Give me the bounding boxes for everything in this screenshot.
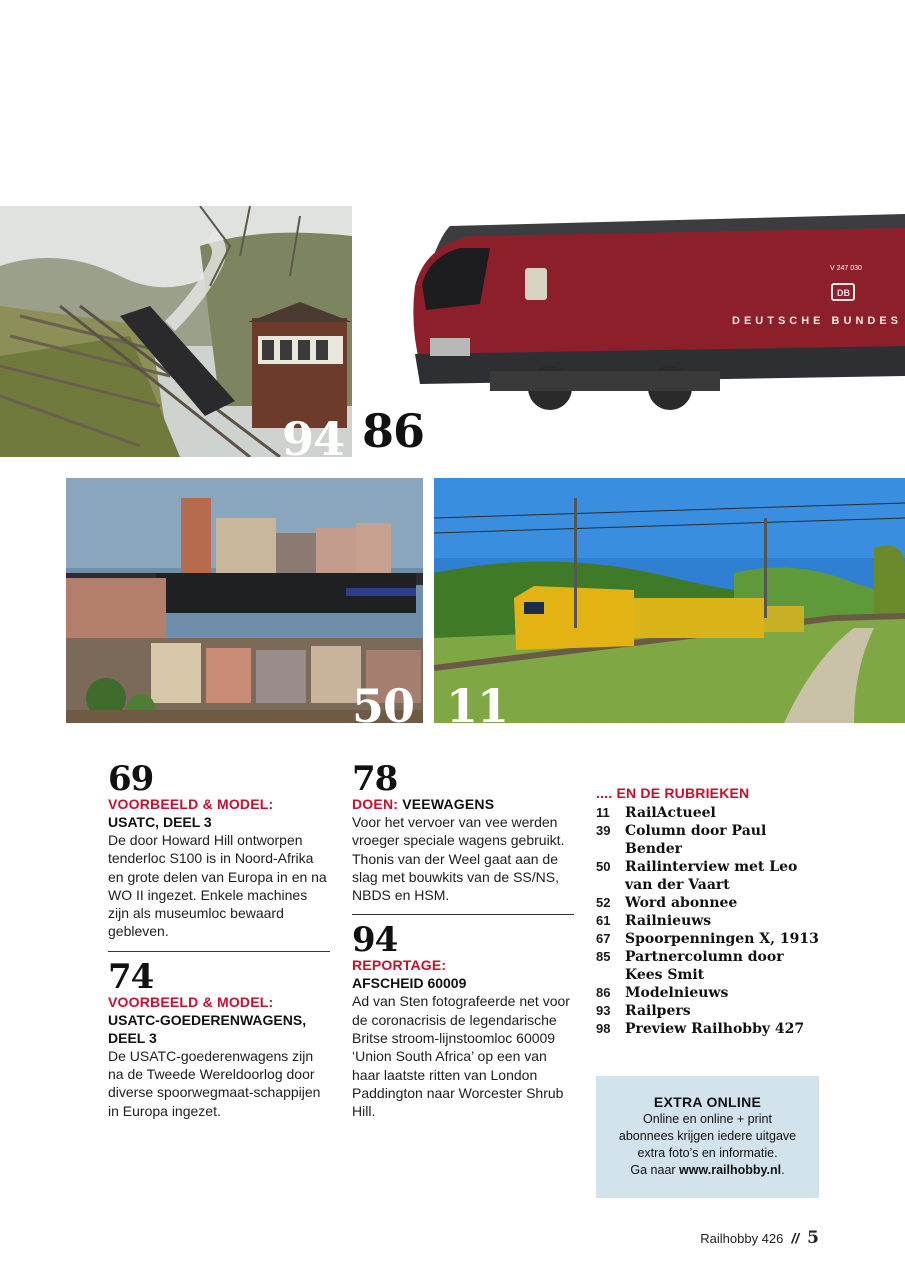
rubriek-label: Word abonnee [625,895,738,911]
rubriek-label: Railinterview met Leo van der Vaart [625,859,798,893]
article-text: De USATC-goederenwagens zijn na de Tweede Wereldoorlog door diverse spoorwegmaat-schappijen in Europa ingezet. [108,1047,321,1119]
magazine-issue: Railhobby 426 [700,1231,784,1246]
loco-code-text: V 247 030 [830,265,862,272]
article-category: VOORBEELD & MODEL: [108,796,274,812]
rubriek-page: 50 [596,859,611,874]
article-text: Ad van Sten fotografeerde net voor de coronacrisis de legendarische Britse stroom-lijnstoomloc 60009 ‘Union South Africa’ op een van haar laatste ritten van London Paddington naar Worcester Shrub Hill. [352,993,570,1120]
rubriek-page: 61 [596,913,611,928]
rubrieken-list [596,804,826,1038]
photo-red-locomotive [360,206,905,416]
article-category: VOORBEELD & MODEL: [108,993,274,1010]
rubriek-page: 86 [596,985,611,1000]
rubriek-label: Railpers [625,1003,691,1019]
photo-number-94: 94 [282,412,345,466]
rubriek-page: 85 [596,949,611,964]
column-left [108,759,330,1120]
rubriek-page: 93 [596,1003,611,1018]
footer-separator: // [791,1230,800,1246]
rubriek-item[interactable] [596,948,826,984]
article-number: 94 [352,920,398,961]
extra-online-suffix: . [781,1163,785,1177]
article-category: DOEN: [352,796,399,812]
extra-online-line [596,1162,819,1179]
column-middle [352,759,574,1121]
rubriek-label: Spoorpenningen X, 1913 [625,931,819,947]
rubriek-item[interactable] [596,912,826,930]
article-number: 69 [108,759,154,799]
article-74[interactable] [108,956,330,1120]
rubriek-page: 67 [596,931,611,946]
rubriek-item[interactable] [596,894,826,912]
rubriek-label: RailActueel [625,805,716,821]
extra-online-line: abonnees krijgen iedere uitgave [618,1129,797,1143]
article-69[interactable] [108,759,330,941]
article-94[interactable] [352,920,574,1120]
page-number: 5 [807,1228,819,1248]
article-text: Voor het vervoer van vee werden vroeger speciale wagens gebruikt. Thonis van der Weel gaat aan de slag met bouwkits van de SS/NS, NBDS en HSM. [352,814,565,904]
extra-online-line: Online en online + print [643,1112,772,1126]
article-number: 78 [352,759,398,799]
article-78[interactable] [352,759,574,904]
article-category: REPORTAGE: [352,957,447,974]
rubriek-page: 39 [596,823,611,838]
column-right [596,784,826,1038]
extra-online-prefix: Ga naar [630,1163,680,1177]
article-text: De door Howard Hill ontworpen tenderloc S100 is in Noord-Afrika en grote delen van Europa in en na WO II ingezet. Enkele machines zijn als museumloc bewaard gebleven. [108,832,327,940]
photo-number-11: 11 [446,679,509,733]
extra-online-heading: EXTRA ONLINE [653,1094,762,1110]
rubriek-page: 11 [596,805,610,820]
article-number: 74 [108,956,154,997]
rubriek-item[interactable] [596,984,826,1002]
rubriek-item[interactable] [596,930,826,948]
rubriek-label: Modelnieuws [625,985,729,1001]
rubriek-item[interactable] [596,1020,826,1038]
article-title: USATC, DEEL 3 [108,814,212,830]
photo-number-50: 50 [352,679,415,733]
rubrieken-heading: .... EN DE RUBRIEKEN [596,785,750,801]
divider [352,914,574,915]
website-link[interactable]: www.railhobby.nl [679,1163,782,1177]
rubriek-page: 52 [596,895,611,910]
rubriek-item[interactable] [596,822,826,858]
article-title: AFSCHEID 60009 [352,975,467,992]
divider [108,951,330,952]
rubriek-item[interactable] [596,1002,826,1020]
rubriek-label: Preview Railhobby 427 [625,1021,805,1037]
article-category-line [352,796,574,813]
rubriek-item[interactable] [596,858,826,894]
photo-number-86: 86 [362,404,425,458]
article-title: USATC-GOEDERENWAGENS, DEEL 3 [108,1011,307,1046]
article-title: VEEWAGENS [402,796,495,812]
extra-online-line: extra foto’s en informatie. [637,1146,778,1160]
rubriek-label: Column door Paul Bender [625,823,767,857]
loco-livery-text: DEUTSCHE BUNDES [732,315,903,327]
rubriek-item[interactable] [596,804,826,822]
rubriek-label: Partnercolumn door Kees Smit [625,949,784,983]
page-footer [700,1228,819,1248]
loco-badge-text: DB [837,288,850,298]
extra-online-box [596,1076,819,1198]
rubriek-label: Railnieuws [625,913,712,929]
rubriek-page: 98 [596,1021,611,1036]
